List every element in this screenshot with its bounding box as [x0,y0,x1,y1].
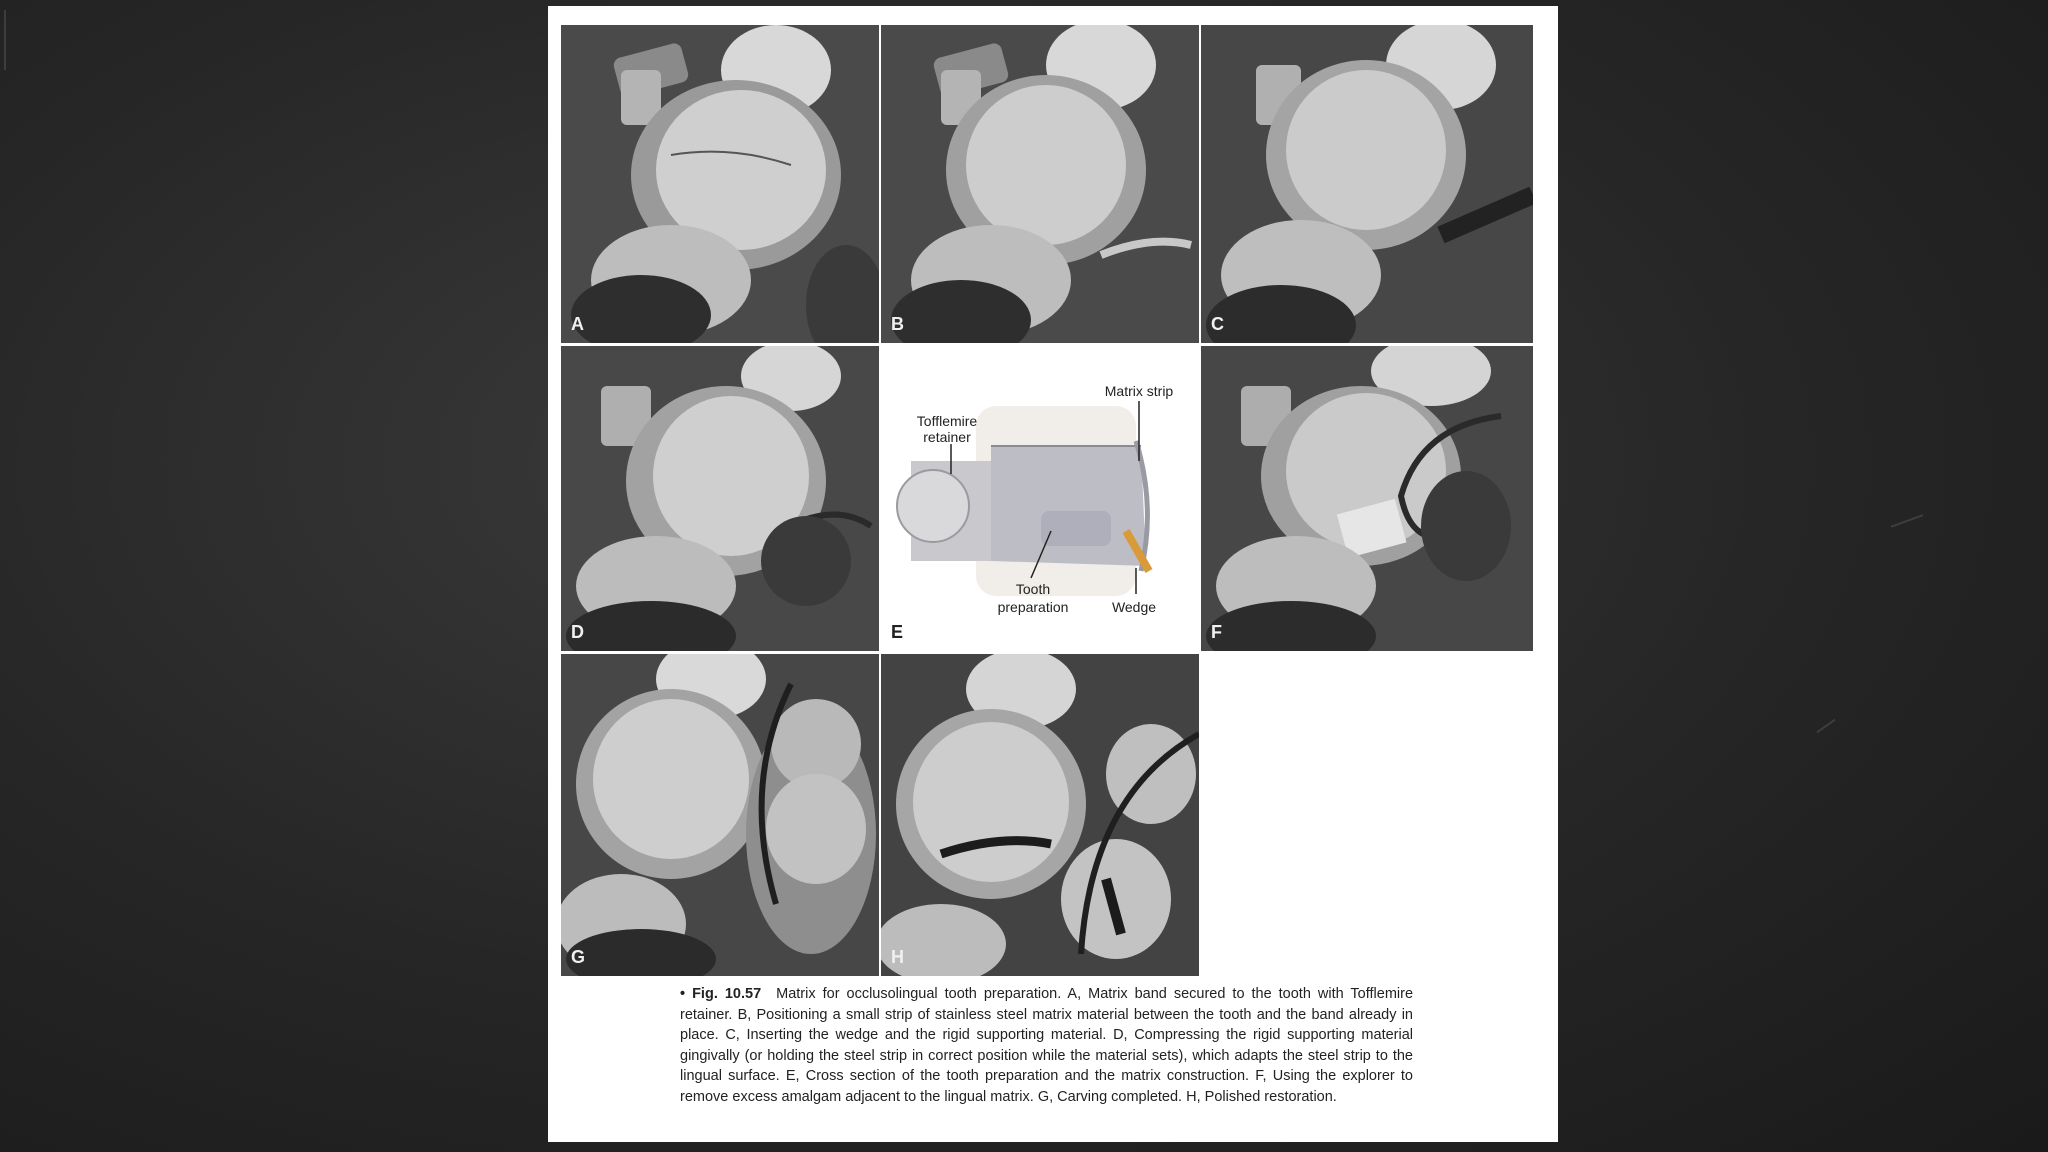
photo-panel-b [881,25,1199,343]
photo-panel-h [881,654,1199,976]
wedge-label: Wedge [1111,599,1157,615]
diagram-panel-e [881,346,1199,651]
figure-page [548,6,1558,1142]
panel-label: G [571,947,586,967]
tooth-photo-d [561,346,879,651]
tooth-preparation-label-line1: Tooth [1015,581,1051,597]
tooth-photo-h [881,654,1199,976]
tooth-photo-b [881,25,1199,343]
tooth-photo-a [561,25,879,343]
photo-panel-g [561,654,879,976]
panel-label: H [891,947,904,967]
panel-label: F [1211,622,1222,642]
photo-panel-a [561,25,879,343]
matrix-strip-label: Matrix strip [1104,383,1174,399]
caption-bullet: • [680,986,686,1002]
photo-panel-d [561,346,879,651]
tooth-photo-c [1201,25,1533,343]
figure-number: Fig. 10.57 [692,986,762,1002]
tofflemire-label-line1: Tofflemire [916,413,978,429]
tooth-preparation-label-line2: preparation [997,599,1069,615]
chalk-scratch [1891,514,1924,528]
caption-text: Matrix for occlusolingual tooth preparation. A, Matrix band secured to the tooth with Tofflemire retainer. B, Positioning a small strip of stainless steel matrix material between the tooth and the band already in place. C, Inserting the wedge and the rigid supporting material. D, Compressing the rigid supporting material gingivally (or holding the steel strip in correct position while the material sets), which adapts the steel strip to the lingual surface. E, Cross section of the tooth preparation and the matrix construction. F, Using the explorer to remove excess amalgam adjacent to the lingual matrix. G, Carving completed. H, Polished restoration. [680,986,1414,1105]
panel-label: A [571,314,584,334]
chalk-scratch [1816,719,1835,733]
tooth-photo-f [1201,346,1533,651]
photo-panel-f [1201,346,1533,651]
matrix-cross-section-diagram [881,346,1199,651]
photo-panel-c [1201,25,1533,343]
chalk-scratch [4,10,6,70]
panel-label: C [1211,314,1224,334]
tooth-photo-g [561,654,879,976]
panel-label: D [571,622,584,642]
panel-label: E [891,622,904,642]
panel-label: B [891,314,904,334]
tofflemire-label-line2: retainer [923,429,971,445]
figure-caption [680,984,1413,1107]
